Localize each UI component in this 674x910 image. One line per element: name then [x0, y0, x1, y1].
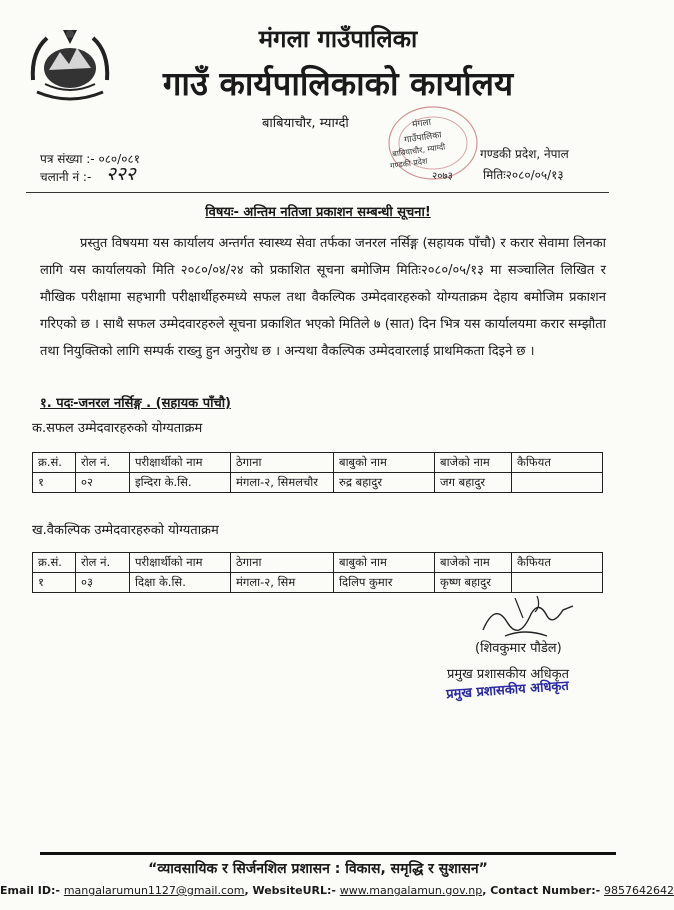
alternate-candidates-table [32, 552, 603, 593]
table-cell: दिलिप कुमार [334, 573, 435, 593]
col-header: बाजेको नाम [435, 553, 512, 573]
col-header: बाबुको नाम [334, 553, 435, 573]
col-header: क्र.सं. [33, 453, 76, 473]
section-post-title: १. पदः-जनरल नर्सिङ्ग . (सहायक पाँचौ) [40, 396, 232, 411]
table-row [33, 573, 603, 593]
table-cell: १ [33, 573, 76, 593]
contact-number[interactable]: 9857642642 [604, 884, 674, 897]
notice-subject: विषयः- अन्तिम नतिजा प्रकाशन सम्बन्धी सूचना! [205, 205, 431, 220]
seal-text: गण्डकी प्रदेश [389, 156, 429, 171]
seal-text: गाउँपालिका [403, 130, 443, 146]
table-cell: १ [33, 473, 76, 493]
notice-body: प्रस्तुत विषयमा यस कार्यालय अन्तर्गत स्वास्थ्य सेवा तर्फका जनरल नर्सिङ्ग (सहायक पाँचौ) र करार सेवामा लिनका लागि यस कार्यालयको मिति २०८०/०४/२४ को प्रकाशित सूचना बमोजिम मितिः२०८०/०५/१३ मा सञ्चालित लिखित र मौखिक परीक्षामा सहभागी परीक्षार्थीहरुमध्ये सफल तथा वैकल्पिक उम्मेदवारहरुको योग्यताक्रम देहाय बमोजिम प्रकाशन गरिएको छ । साथै सफल उम्मेदवारहरुले सूचना प्रकाशित भएको मितिले ७ (सात) दिन भित्र यस कार्यालयमा करार सम्झौता तथा नियुक्तिको लागि सम्पर्क राख्नु हुन अनुरोध छ । अन्यथा वैकल्पिक उम्मेदवारलाई प्राथमिकता दिइने छ । [40, 236, 606, 359]
col-header: कैफियत [512, 553, 603, 573]
designation-stamp: प्रमुख प्रशासकीय अधिकृत [445, 678, 570, 703]
table-cell: ०३ [76, 573, 130, 593]
province-label: गण्डकी प्रदेश, नेपाल [480, 147, 569, 161]
col-header: क्र.सं. [33, 553, 76, 573]
col-header: रोल नं. [76, 453, 130, 473]
col-header: परीक्षार्थीको नाम [130, 553, 231, 573]
col-header: रोल नं. [76, 553, 130, 573]
contact-label: , Contact Number:- [482, 884, 601, 897]
signatory-title: प्रमुख प्रशासकीय अधिकृत [447, 667, 570, 682]
successful-candidates-heading: क.सफल उम्मेदवारहरुको योग्यताक्रम [32, 421, 203, 436]
seal-text: बाबियाचौर, म्याग्दी [391, 142, 446, 159]
col-header: बाबुको नाम [334, 453, 435, 473]
col-header: ठेगाना [231, 453, 334, 473]
table-header-row [33, 453, 603, 473]
table-cell [512, 573, 603, 593]
dispatch-number: २२२ [106, 163, 136, 185]
footer-slogan: “व्यावसायिक र सिर्जनशिल प्रशासन : विकास, समृद्धि र सुशासन” [148, 861, 488, 877]
successful-candidates-table [32, 452, 603, 493]
website-label: , WebsiteURL:- [244, 884, 336, 897]
table-cell: मंगला-२, सिम [231, 573, 334, 593]
table-cell: जग बहादुर [435, 473, 512, 493]
col-header: ठेगाना [231, 553, 334, 573]
col-header: कैफियत [512, 453, 603, 473]
table-cell: मंगला-२, सिमलचौर [231, 473, 334, 493]
dispatch-label: चलानी नं :- [40, 170, 92, 184]
letter-number: पत्र संख्या :- ०८०/०८१ [40, 152, 140, 166]
seal-text: मंगला [411, 117, 432, 131]
table-cell: दिक्षा के.सि. [130, 573, 231, 593]
letter-date: मितिः२०८०/०५/१३ [483, 168, 564, 182]
website-link[interactable]: www.mangalamun.gov.np [339, 884, 483, 897]
alternate-candidates-heading: ख.वैकल्पिक उम्मेदवारहरुको योग्यताक्रम [32, 523, 219, 538]
email-label: Email ID:- [0, 884, 60, 897]
office-seal-stamp [384, 102, 482, 184]
header-divider [26, 192, 609, 193]
signatory-name: (शिवकुमार पौडेल) [475, 641, 562, 656]
email-link[interactable]: mangalarumun1127@gmail.com [63, 884, 245, 897]
col-header: बाजेको नाम [435, 453, 512, 473]
table-cell: इन्दिरा के.सि. [130, 473, 231, 493]
table-cell: रुद्र बहादुर [334, 473, 435, 493]
table-cell: ०२ [76, 473, 130, 493]
col-header: परीक्षार्थीको नाम [130, 453, 231, 473]
table-cell [512, 473, 603, 493]
footer-divider [40, 852, 616, 855]
table-header-row [33, 553, 603, 573]
municipality-name: मंगला गाउँपालिका [258, 25, 418, 53]
footer-contact [0, 884, 674, 897]
table-row [33, 473, 603, 493]
seal-year: २०७३ [432, 171, 453, 182]
office-name: गाउँ कार्यपालिकाको कार्यालय [162, 64, 514, 103]
table-cell: कृष्ण बहादुर [435, 573, 512, 593]
handwritten-signature [465, 592, 585, 642]
office-address: बाबियाचौर, म्याग्दी [262, 116, 349, 131]
